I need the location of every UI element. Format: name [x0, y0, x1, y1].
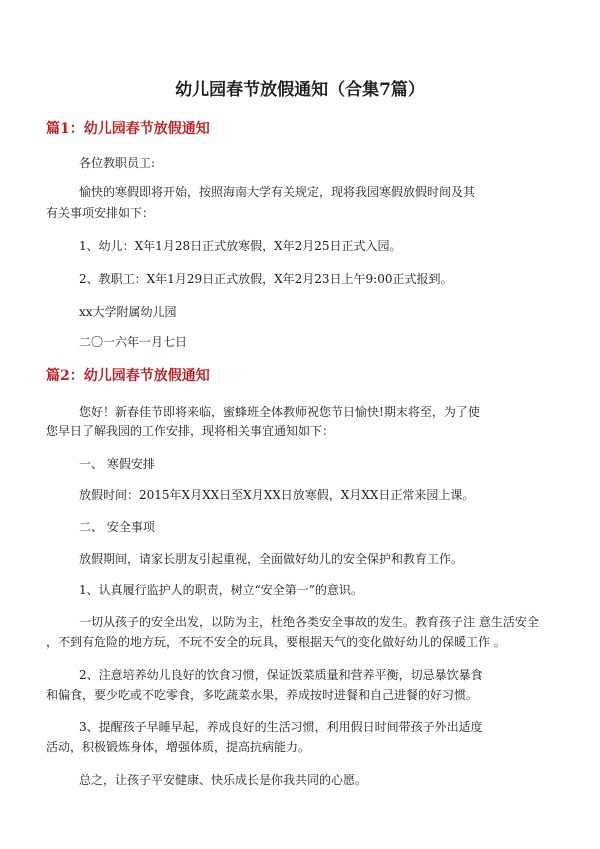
- section-2-conclusion: 总之，让孩子平安健康、快乐成长是你我共同的心愿。: [79, 773, 368, 787]
- section-2-item-2: 2、注意培养幼儿良好的饮食习惯，保证饭菜质量和营养平衡，切忌暴饮暴食: [79, 668, 483, 682]
- section-2-vacation-time: 放假时间：2015年X月XX日至X月XX日放寒假，X月XX日正常来园上课。: [79, 488, 475, 502]
- section-2-subheading-safety: 二、 安全事项: [79, 520, 155, 534]
- section-2-item-1: 1、认真履行监护人的职责，树立“安全第一”的意识。: [79, 583, 363, 597]
- section-2-paragraph-line: 一切从孩子的安全出发，以防为主，杜绝各类安全事故的发生。教育孩子注 意生活安全: [79, 615, 539, 629]
- section-1-salutation: 各位教职员工:: [79, 156, 156, 170]
- section-2-paragraph-line: 和偏食，要少吃或不吃零食，多吃蔬菜水果，养成按时进餐和自己进餐的好习惯。: [46, 688, 479, 702]
- section-1-paragraph-line: 有关事项安排如下：: [46, 206, 155, 220]
- section-2-paragraph-line: 您好！新春佳节即将来临，蜜蜂班全体教师祝您节日愉快!期末将至，为了使: [79, 405, 480, 419]
- section-1-heading: 篇1：幼儿园春节放假通知: [46, 121, 210, 137]
- section-2-paragraph-line: 活动，积极锻炼身体，增强体质，提高抗病能力。: [46, 740, 311, 754]
- section-2-paragraph-line: 您早日了解我园的工作安排，现将相关事宜通知如下：: [46, 424, 335, 438]
- section-2-subheading-vacation: 一、 寒假安排: [79, 457, 155, 471]
- section-1-signature-org: xx大学附属幼儿园: [79, 305, 177, 319]
- section-1-item-staff: 2、教职工：X年1月29日正式放假，X年2月23日上午9:00正式报到。: [79, 272, 453, 286]
- section-2-paragraph-line: ，不到有危险的地方玩，不玩不安全的玩具，要根据天气的变化做好幼儿的保暖工作 。: [46, 635, 506, 649]
- document-title: 幼儿园春节放假通知（合集7篇）: [175, 80, 425, 100]
- section-1-item-children: 1、幼儿：X年1月28日正式放寒假，X年2月25日正式入园。: [79, 239, 402, 253]
- section-1-signature-date: 二〇一六年一月七日: [79, 335, 188, 349]
- section-2-heading: 篇2：幼儿园春节放假通知: [46, 368, 210, 384]
- section-2-item-3: 3、提醒孩子早睡早起，养成良好的生活习惯，利用假日时间带孩子外出适度: [79, 720, 483, 734]
- section-2-safety-intro: 放假期间，请家长朋友引起重视，全面做好幼儿的安全保护和教育工作。: [79, 552, 464, 566]
- section-1-paragraph-line: 愉快的寒假即将开始，按照海南大学有关规定，现将我园寒假放假时间及其: [79, 185, 476, 199]
